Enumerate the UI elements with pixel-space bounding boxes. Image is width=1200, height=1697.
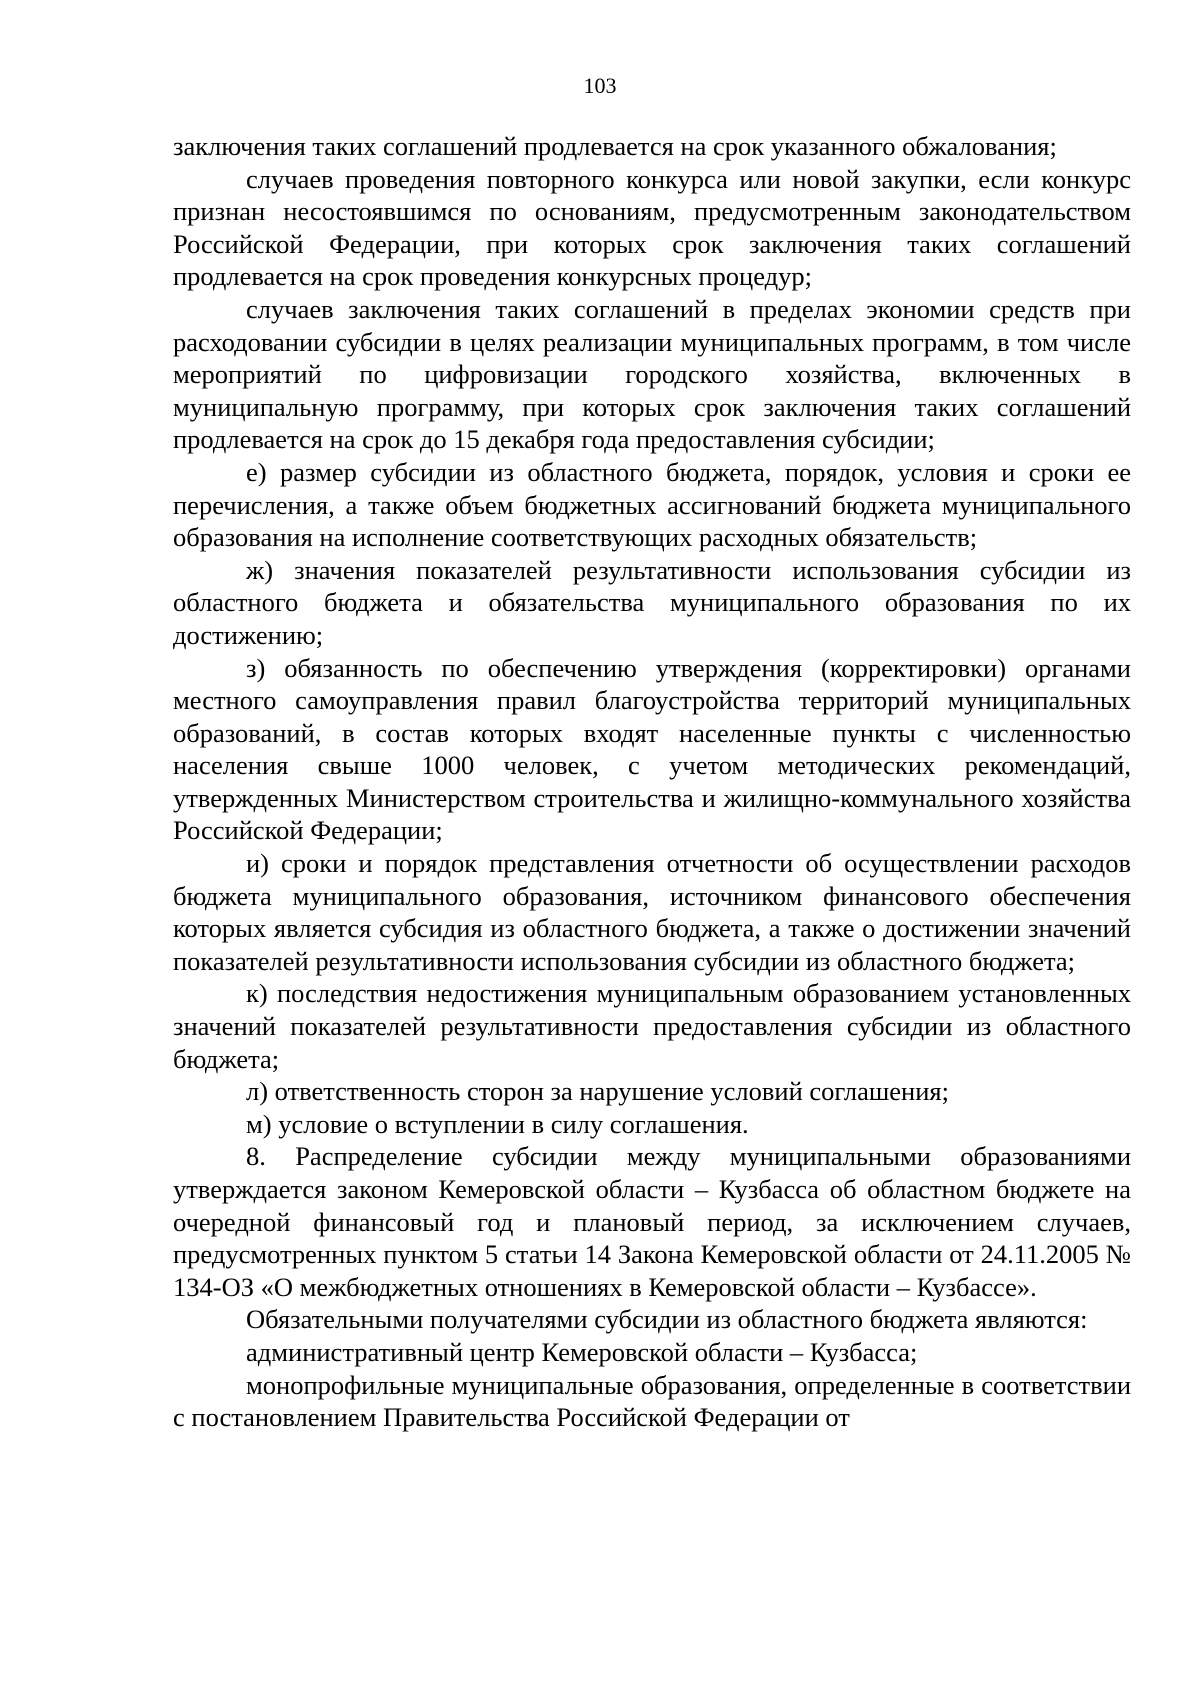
paragraph: Обязательными получателями субсидии из областного бюджета являются: [246, 1304, 1088, 1335]
document-body [173, 130, 1131, 1434]
paragraph: ж) значения показателей результативности использования субсидии из областного бюджета и обязательства муниципального образования по их достижению; [173, 554, 1131, 650]
paragraph: л) ответственность сторон за нарушение условий соглашения; [246, 1076, 949, 1107]
paragraph: 8. Распределение субсидии между муниципальными образованиями утверждается законом Кемеровской области – Кузбасса об областном бюджете на очередной финансовый год и плановый период, за исключением случаев, предусмотренных пунктом 5 статьи 14 Закона Кемеровской области от 24.11.2005 № 134-ОЗ «О межбюджетных отношениях в Кемеровской области – Кузбассе». [173, 1141, 1131, 1302]
paragraph: к) последствия недостижения муниципальным образованием установленных значений показателей результативности предоставления субсидии из областного бюджета; [173, 978, 1131, 1074]
paragraph: м) условие о вступлении в силу соглашения. [246, 1108, 749, 1139]
paragraph: монопрофильные муниципальные образования, определенные в соответствии с постановлением Правительства Российской Федерации от [173, 1369, 1131, 1433]
paragraph: е) размер субсидии из областного бюджета, порядок, условия и сроки ее перечисления, а также объем бюджетных ассигнований бюджета муниципального образования на исполнение соответствующих расходных обязательств; [173, 456, 1131, 553]
paragraph: административный центр Кемеровской области – Кузбасса; [246, 1336, 918, 1367]
paragraph: случаев заключения таких соглашений в пределах экономии средств при расходовании субсидии в целях реализации муниципальных программ, в том числе мероприятий по цифровизации городского хозяйства, включенных в муниципальную программу, при которых срок заключения таких соглашений продлевается на срок до 15 декабря года предоставления субсидии; [173, 293, 1131, 455]
paragraph: з) обязанность по обеспечению утверждения (корректировки) органами местного самоуправления правил благоустройства территорий муниципальных образований, в состав которых входят населенные пункты с численностью населения свыше 1000 человек, с учетом методических рекомендаций, утвержденных Министерством строительства и жилищно-коммунального хозяйства Российской Федерации; [173, 652, 1131, 846]
paragraph: и) сроки и порядок представления отчетности об осуществлении расходов бюджета муниципального образования, источником финансового обеспечения которых является субсидия из областного бюджета, а также о достижении значений показателей результативности использования субсидии из областного бюджета; [173, 848, 1131, 976]
paragraph: заключения таких соглашений продлевается на срок указанного обжалования; [173, 131, 1057, 161]
page-number: 103 [583, 73, 617, 98]
paragraph: случаев проведения повторного конкурса или новой закупки, если конкурс признан несостоявшимся по основаниям, предусмотренным законодательством Российской Федерации, при которых срок заключения таких соглашений продлевается на срок проведения конкурсных процедур; [173, 163, 1131, 292]
